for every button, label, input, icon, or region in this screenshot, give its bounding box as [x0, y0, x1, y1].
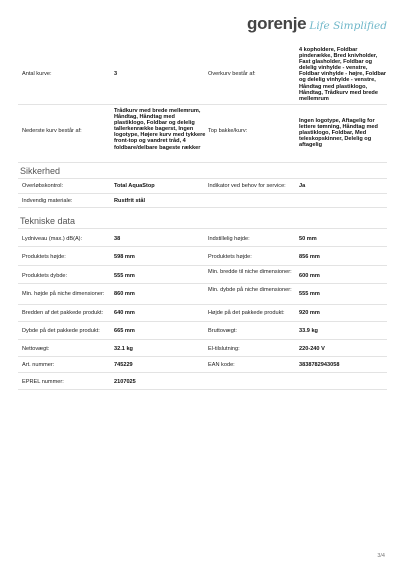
spec-value: 3838782943058	[299, 362, 340, 368]
spec-row	[18, 179, 387, 194]
spec-value: 32.1 kg	[114, 346, 133, 352]
spec-label: Dybde på det pakkede produkt:	[22, 328, 100, 334]
spec-row	[18, 284, 387, 305]
spec-label: Art. nummer:	[22, 362, 55, 368]
section-title: Tekniske data	[20, 216, 76, 226]
spec-label: Overløbskontrol:	[22, 183, 64, 189]
spec-row	[18, 229, 387, 247]
spec-label: Top bakke/kurv:	[208, 128, 248, 134]
spec-row	[18, 247, 387, 266]
spec-label: Bredden af det pakkede produkt:	[22, 310, 104, 316]
spec-value: Ja	[299, 183, 306, 189]
spec-label: Min. højde på niche dimensioner:	[22, 291, 105, 297]
spec-label: Produktets højde:	[208, 254, 252, 260]
spec-label: Lydniveau (max.) dB(A):	[22, 236, 83, 242]
spec-value: 38	[114, 236, 121, 242]
spec-row	[18, 340, 387, 357]
spec-row	[18, 194, 387, 208]
spec-label: EPREL nummer:	[22, 379, 64, 385]
spec-label: Overkurv består af:	[208, 71, 256, 77]
spec-value: 745229	[114, 362, 133, 368]
spec-value: Ingen logotype, Aftagelig for lettere tømning, Håndtag med plastiklogo, Foldbar, Med teleskopskinner, Delelig og aftagelig	[299, 118, 378, 149]
spec-value: 640 mm	[114, 310, 135, 316]
spec-value: 555 mm	[114, 273, 135, 279]
spec-row	[18, 373, 387, 390]
spec-label: Produktets højde:	[22, 254, 66, 260]
spec-value: Rustfrit stål	[114, 198, 146, 204]
section-heading-safety	[18, 163, 387, 179]
spec-label: Nettovægt:	[22, 346, 50, 352]
spec-value: 2107025	[114, 379, 136, 385]
section-heading-technical-data	[18, 208, 387, 229]
spec-row	[18, 266, 387, 284]
spec-label: Bruttovægt:	[208, 328, 237, 334]
spec-label: Højde på det pakkede produkt:	[208, 310, 285, 316]
spec-value: 3	[114, 71, 118, 77]
spec-label: El-tilslutning:	[208, 346, 240, 352]
brand-name: gorenje	[247, 14, 307, 33]
spec-row-basket-count	[18, 42, 387, 105]
spec-label: Nederste kurv består af:	[22, 128, 82, 134]
spec-value: Trådkurv med brede mellemrum, Håndtag, Håndtag med plastiklogo, Foldbar og delelig tallerkenrække bagerst, Ingen logotype, Højere kurv med tykkere front-top og vandret tråd, 4 foldbare/delbare bageste rækker	[114, 108, 206, 151]
spec-row	[18, 322, 387, 340]
spec-label: Antal kurve:	[22, 71, 52, 77]
spec-row-lower-basket	[18, 105, 387, 163]
spec-label: Indikator ved behov for service:	[208, 183, 286, 189]
spec-label: Indvendig materiale:	[22, 198, 73, 204]
spec-value: 920 mm	[299, 310, 320, 316]
spec-value: 665 mm	[114, 328, 135, 334]
spec-label: EAN kode:	[208, 362, 235, 368]
spec-row	[18, 357, 387, 373]
spec-value: 33.9 kg	[299, 328, 318, 334]
spec-label: Min. dybde på niche dimensioner:	[208, 287, 292, 293]
brand-logo	[247, 14, 387, 38]
spec-row	[18, 305, 387, 322]
spec-value: 220-240 V	[299, 346, 325, 352]
spec-value: 50 mm	[299, 236, 317, 242]
spec-value: 860 mm	[114, 291, 135, 297]
page-number: 3/4	[377, 553, 385, 559]
spec-value: 555 mm	[299, 291, 320, 297]
spec-value: 4 kopholdere, Foldbar pinderække, Bred knivholder, Fast glasholder, Foldbar og delelig vinhylde - venstre, Foldbar vinhylde - højre, Foldbar og delelig vinhylde - venstre, Håndtag med plastiklogo, Håndtag, Trådkurv med brede mellemrum	[299, 47, 387, 102]
brand-tagline: Life Simplified	[309, 20, 387, 32]
spec-value: 856 mm	[299, 254, 320, 260]
spec-value: 600 mm	[299, 273, 320, 279]
section-title: Sikkerhed	[20, 166, 61, 176]
spec-label: Indstillelig højde:	[208, 236, 250, 242]
spec-label: Produktets dybde:	[22, 273, 68, 279]
spec-label: Min. bredde til niche dimensioner:	[208, 269, 292, 275]
spec-value: Total AquaStop	[114, 183, 155, 189]
spec-value: 598 mm	[114, 254, 135, 260]
